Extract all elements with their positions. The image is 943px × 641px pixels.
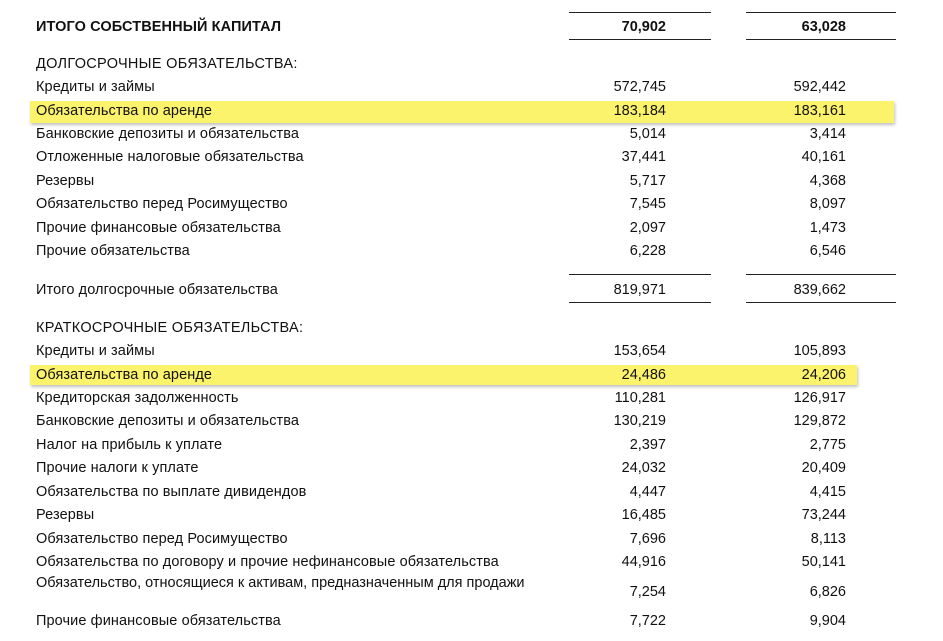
row-label: Обязательства по договору и прочие нефинансовые обязательства [36, 554, 499, 570]
row-value-1: 153,654 [613, 343, 666, 359]
row-value-2: 20,409 [801, 460, 846, 476]
row-value-1: 110,281 [614, 390, 666, 406]
long-term-total-rule-col2 [746, 274, 896, 275]
short-term-heading-row [0, 317, 943, 339]
row-value-1: 7,545 [629, 196, 666, 212]
table-row [0, 123, 943, 145]
row-label: Кредиты и займы [36, 343, 155, 359]
table-row [0, 340, 943, 362]
row-label: Прочие обязательства [36, 243, 190, 259]
table-row [0, 504, 943, 526]
long-term-total-label: Итого долгосрочные обязательства [36, 282, 278, 298]
row-label: Банковские депозиты и обязательства [36, 126, 300, 142]
row-value-1: 6,228 [629, 243, 666, 259]
row-label: Налог на прибыль к уплате [36, 437, 223, 453]
long-term-total-underline-col2 [746, 302, 896, 303]
row-value-2: 9,904 [809, 613, 846, 629]
long-term-total-underline-col1 [569, 302, 711, 303]
table-row [0, 434, 943, 456]
table-row [0, 146, 943, 168]
top-rule-col2 [746, 12, 896, 13]
long-term-total-row [0, 279, 943, 301]
table-row [0, 76, 943, 98]
row-value-2: 8,113 [810, 531, 846, 547]
row-label: Обязательство перед Росимущество [36, 196, 288, 212]
row-label: Прочие налоги к уплате [36, 460, 199, 476]
row-value-2: 105,893 [793, 343, 846, 359]
row-label: Кредиты и займы [36, 79, 155, 95]
row-value-2: 6,826 [809, 584, 846, 600]
row-value-2: 24,206 [801, 367, 846, 383]
row-value-1: 2,097 [629, 220, 666, 236]
row-label: Резервы [36, 507, 95, 523]
equity-underline-col1 [569, 39, 711, 40]
row-value-1: 183,184 [613, 103, 666, 119]
row-value-1: 44,916 [621, 554, 666, 570]
row-value-2: 3,414 [809, 126, 846, 142]
row-value-2: 40,161 [801, 149, 846, 165]
row-value-1: 37,441 [621, 149, 666, 165]
row-label: Обязательства по выплате дивидендов [36, 484, 307, 500]
row-label: Обязательство перед Росимущество [36, 531, 288, 547]
equity-underline-col2 [746, 39, 896, 40]
total-equity-row [0, 16, 943, 38]
long-term-total-rule-col1 [569, 274, 711, 275]
row-value-2: 126,917 [793, 390, 846, 406]
row-value-1: 5,717 [629, 173, 666, 189]
long-term-total-value-1: 819,971 [613, 282, 666, 298]
table-row [0, 528, 943, 550]
row-label: Обязательства по аренде [36, 103, 213, 119]
total-equity-label: ИТОГО СОБСТВЕННЫЙ КАПИТАЛ [36, 19, 282, 35]
row-value-1: 7,696 [629, 531, 666, 547]
row-value-1: 4,447 [629, 484, 666, 500]
table-row [0, 193, 943, 215]
table-row [0, 410, 943, 432]
table-row [0, 457, 943, 479]
row-value-1: 130,219 [613, 413, 666, 429]
table-row [0, 481, 943, 503]
row-label: Резервы [36, 173, 95, 189]
row-label: Отложенные налоговые обязательства [36, 149, 304, 165]
table-row-multiline [0, 573, 943, 611]
row-label: Обязательство, относящиеся к активам, предназначенным для продажи [36, 575, 525, 591]
short-term-heading: КРАТКОСРОЧНЫЕ ОБЯЗАТЕЛЬСТВА: [36, 320, 304, 336]
row-value-1: 7,722 [629, 613, 666, 629]
row-value-2: 183,161 [793, 103, 846, 119]
total-equity-value-2: 63,028 [801, 19, 846, 35]
row-value-2: 50,141 [801, 554, 846, 570]
long-term-heading: ДОЛГОСРОЧНЫЕ ОБЯЗАТЕЛЬСТВА: [36, 56, 298, 72]
row-value-2: 2,775 [809, 437, 846, 453]
row-value-2: 592,442 [793, 79, 846, 95]
row-value-2: 8,097 [809, 196, 846, 212]
table-row-highlighted [0, 100, 943, 122]
row-value-2: 129,872 [793, 413, 846, 429]
total-equity-value-1: 70,902 [621, 19, 666, 35]
row-value-2: 4,415 [809, 484, 846, 500]
table-row [0, 240, 943, 262]
row-label: Прочие финансовые обязательства [36, 613, 281, 629]
row-label: Прочие финансовые обязательства [36, 220, 281, 236]
top-rule-col1 [569, 12, 711, 13]
row-value-1: 7,254 [629, 584, 666, 600]
table-row-highlighted [0, 364, 943, 386]
long-term-heading-row [0, 53, 943, 75]
table-row [0, 610, 943, 632]
row-value-1: 2,397 [629, 437, 666, 453]
row-value-2: 73,244 [801, 507, 846, 523]
row-label: Банковские депозиты и обязательства [36, 413, 300, 429]
row-label: Обязательства по аренде [36, 367, 213, 383]
row-value-2: 4,368 [809, 173, 846, 189]
row-value-1: 16,485 [621, 507, 666, 523]
row-value-2: 1,473 [809, 220, 846, 236]
row-value-2: 6,546 [809, 243, 846, 259]
long-term-total-value-2: 839,662 [793, 282, 846, 298]
row-value-1: 572,745 [613, 79, 666, 95]
row-value-1: 24,032 [621, 460, 666, 476]
row-value-1: 24,486 [621, 367, 666, 383]
row-label: Кредиторская задолженность [36, 390, 239, 406]
table-row [0, 551, 943, 573]
table-row [0, 170, 943, 192]
table-row [0, 387, 943, 409]
row-value-1: 5,014 [629, 126, 666, 142]
table-row [0, 217, 943, 239]
